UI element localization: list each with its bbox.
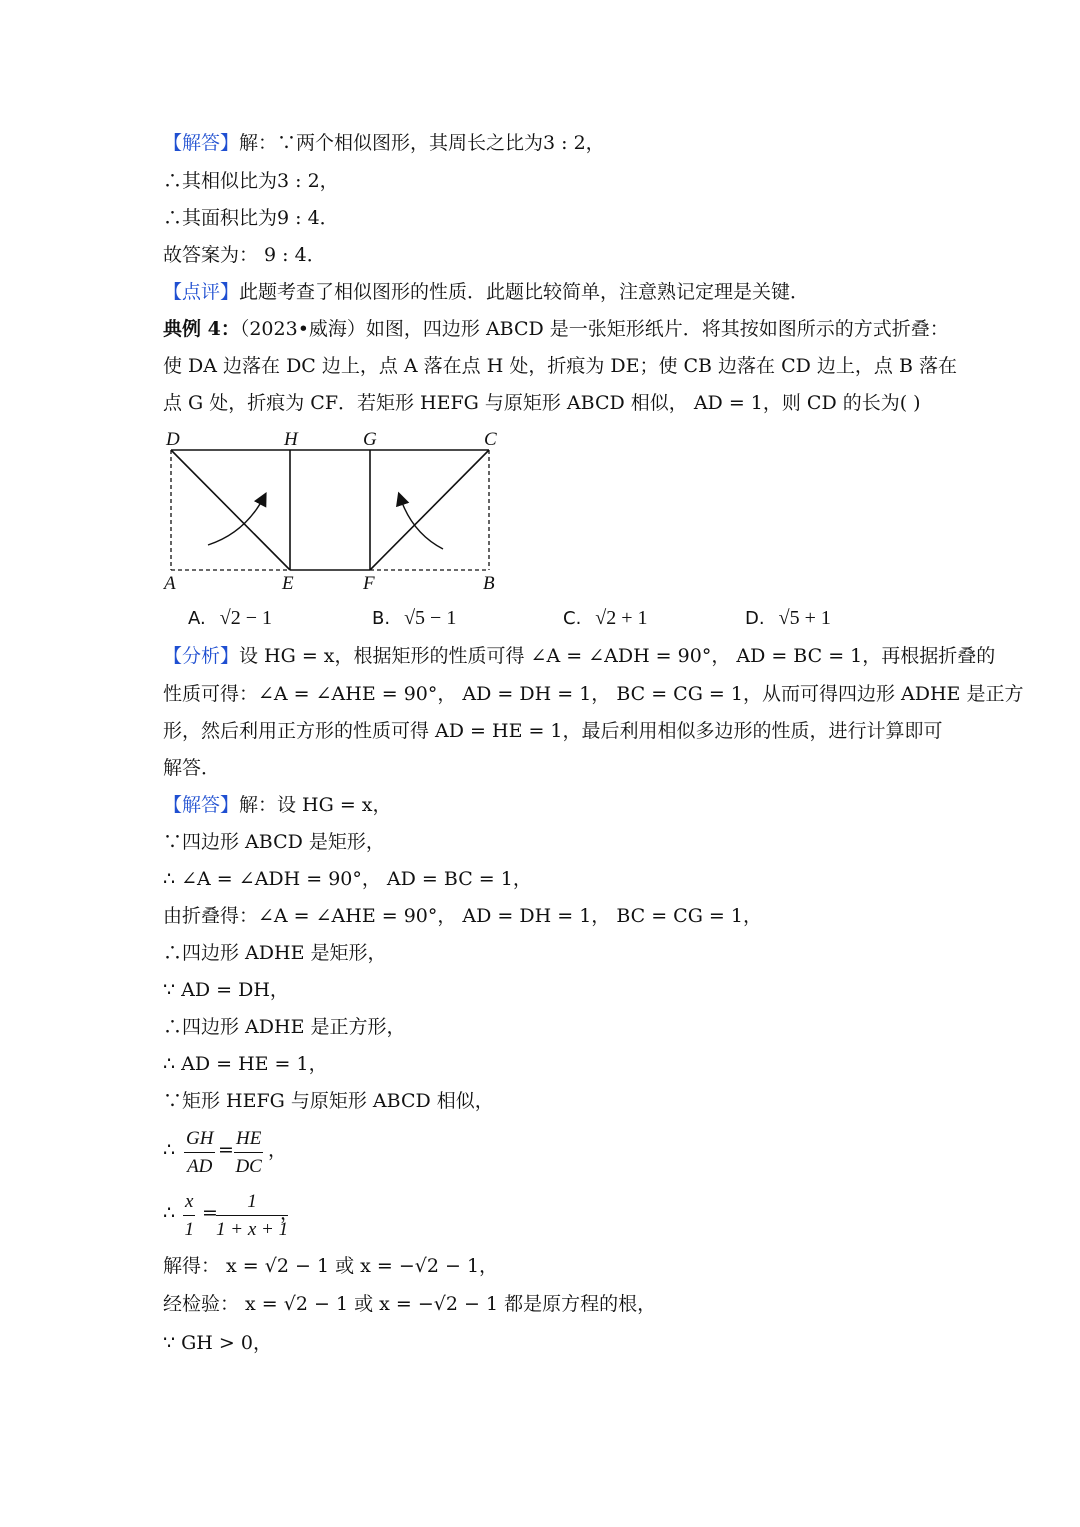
solution-line-4: 由折叠得：∠A = ∠AHE = 90°， AD = DH = 1， BC = CG = 1， [163, 905, 762, 927]
fraction-x-1 [183, 1191, 195, 1241]
fraction-he-dc [234, 1128, 263, 1178]
example-heading: 典例 4： [163, 318, 240, 340]
fraction-1-over-sum [216, 1191, 288, 1241]
solution-line-solve: 解得： x = √2 − 1 或 x = −√2 − 1， [163, 1255, 499, 1277]
label-b: B [483, 573, 495, 594]
option-c-label: C. [563, 608, 582, 629]
fraction-he: HE [234, 1128, 263, 1153]
solution-line-7: ∴四边形 ADHE 是正方形， [163, 1016, 406, 1038]
option-a-value: √2 − 1 [219, 607, 272, 629]
example-line-1 [163, 320, 949, 339]
analysis-line-2: 性质可得：∠A = ∠AHE = 90°， AD = DH = 1， BC = CG = 1，从而可得四边形 ADHE 是正方 [163, 683, 1024, 705]
solution-line-5: ∴四边形 ADHE 是矩形， [163, 942, 387, 964]
option-c-value: √2 + 1 [595, 607, 648, 629]
example-text-1: （2023•威海）如图，四边形 ABCD 是一张矩形纸片．将其按如图所示的方式折叠： [239, 318, 949, 340]
comma-2: ， [280, 1202, 300, 1224]
fraction-ad: AD [187, 1156, 213, 1177]
crease-de [171, 450, 290, 570]
answer-tag: 【解答】 [163, 132, 240, 154]
fraction-sum: 1 + x + 1 [216, 1219, 289, 1240]
solution-tag: 【解答】 [163, 794, 240, 816]
answer-line-3: ∴其面积比为9 : 4． [163, 207, 339, 229]
analysis-line-1 [163, 647, 995, 666]
label-h: H [284, 429, 298, 450]
solution-line-2: ∵四边形 ABCD 是矩形， [163, 831, 385, 853]
equals-sign-2: = [202, 1202, 218, 1224]
analysis-line-4: 解答． [163, 757, 221, 779]
crease-cf [370, 450, 489, 570]
comma-1: ， [268, 1139, 288, 1161]
answer-line-4: 故答案为： 9 : 4． [163, 244, 326, 266]
option-b-value: √5 − 1 [404, 607, 457, 629]
solution-line-check: 经检验： x = √2 − 1 或 x = −√2 − 1 都是原方程的根， [163, 1293, 657, 1315]
fold-diagram [160, 425, 510, 595]
comment-line [163, 283, 809, 302]
label-c: C [484, 429, 497, 450]
fraction-gh-ad [184, 1128, 215, 1178]
option-c [563, 607, 648, 630]
analysis-text-1: 设 HG = x，根据矩形的性质可得 ∠A = ∠ADH = 90°， AD = BC = 1，再根据折叠的 [239, 645, 996, 667]
fraction-numerator-one: 1 [216, 1191, 288, 1216]
option-b [372, 607, 456, 630]
label-d: D [166, 429, 180, 450]
analysis-line-3: 形，然后利用正方形的性质可得 AD = HE = 1，最后利用相似多边形的性质，进行计算即可 [163, 720, 943, 742]
label-a: A [164, 573, 176, 594]
fraction-one: 1 [184, 1219, 194, 1240]
label-g: G [363, 429, 377, 450]
fraction-x: x [183, 1191, 195, 1216]
comment-text: 此题考查了相似图形的性质．此题比较简单，注意熟记定理是关键． [239, 281, 810, 303]
option-a [188, 607, 272, 630]
fraction-gh: GH [184, 1128, 215, 1153]
answer-line-2: ∴其相似比为3 : 2， [163, 170, 339, 192]
equals-sign-1: = [218, 1139, 234, 1161]
example-line-3: 点 G 处，折痕为 CF．若矩形 HEFG 与原矩形 ABCD 相似， AD = 1，则 CD 的长为( ) [163, 392, 921, 414]
option-d [745, 607, 831, 630]
therefore-symbol-1: ∴ [163, 1139, 176, 1161]
solution-line-3: ∴ ∠A = ∠ADH = 90°， AD = BC = 1， [163, 868, 532, 890]
option-d-value: √5 + 1 [778, 607, 831, 629]
comment-tag: 【点评】 [163, 281, 240, 303]
fold-arrow-right [400, 497, 443, 549]
label-f: F [363, 573, 375, 594]
therefore-symbol-2: ∴ [163, 1202, 176, 1224]
analysis-tag: 【分析】 [163, 645, 240, 667]
example-line-2: 使 DA 边落在 DC 边上，点 A 落在点 H 处，折痕为 DE；使 CB 边落在 CD 边上，点 B 落在 [163, 355, 957, 377]
option-d-label: D. [745, 608, 765, 629]
solution-line-6: ∵ AD = DH， [163, 979, 289, 1001]
fraction-dc: DC [235, 1156, 262, 1177]
solution-line-8: ∴ AD = HE = 1， [163, 1053, 328, 1075]
option-b-label: B. [372, 608, 391, 629]
solution-line-1 [163, 796, 392, 815]
solution-line-9: ∵矩形 HEFG 与原矩形 ABCD 相似， [163, 1090, 494, 1112]
answer-text-1: 解：∵两个相似图形，其周长之比为3 : 2， [239, 132, 605, 154]
label-e: E [282, 573, 294, 594]
answer-line-1 [163, 134, 605, 153]
solution-line-last: ∵ GH > 0， [163, 1332, 272, 1354]
option-a-label: A. [188, 608, 206, 629]
solution-text-1: 解：设 HG = x， [239, 794, 392, 816]
fold-arrow-left [208, 497, 264, 545]
